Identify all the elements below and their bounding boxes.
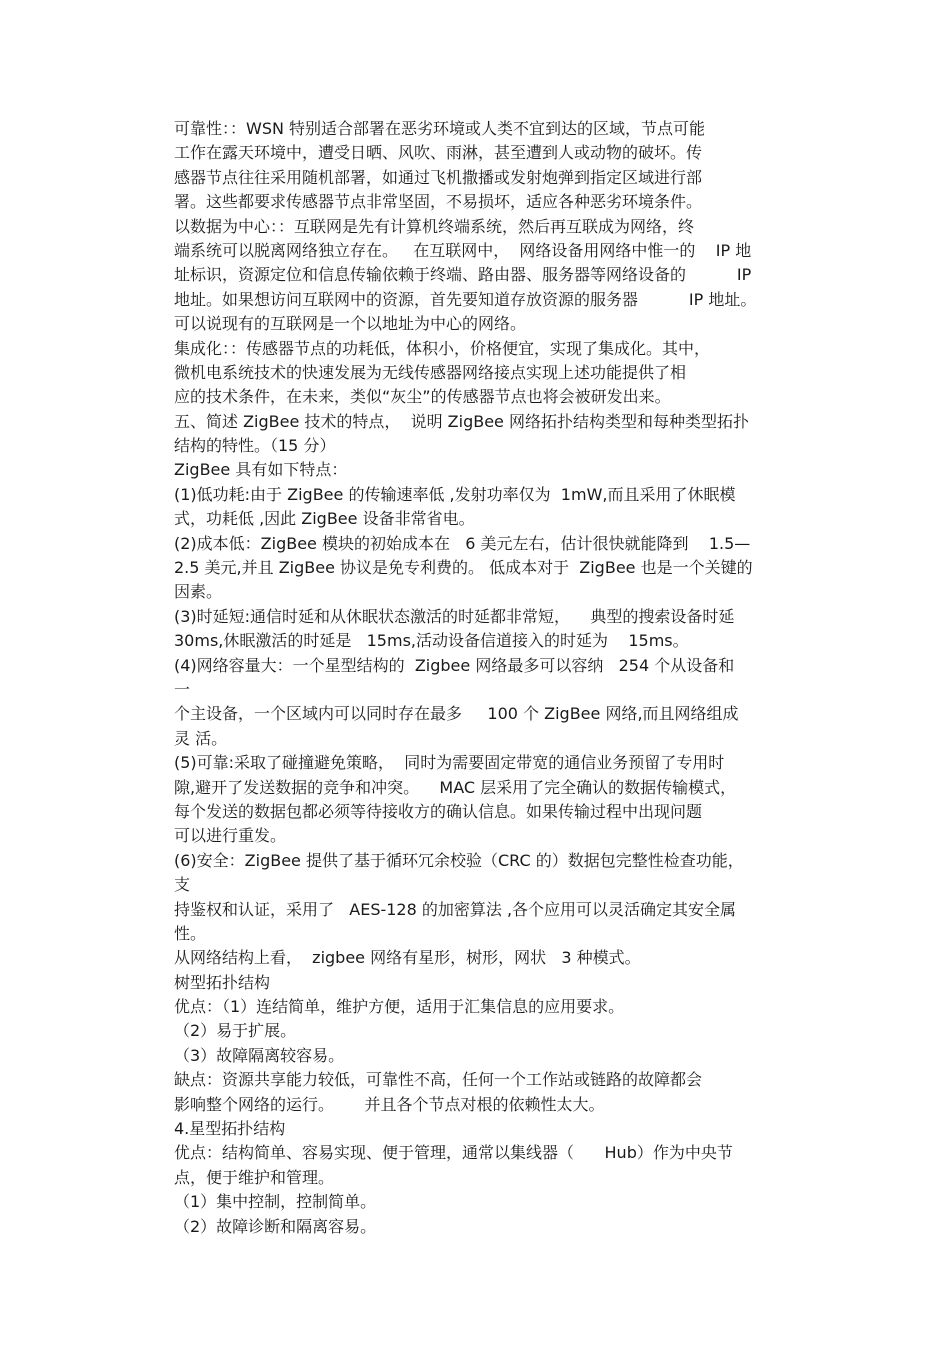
text-line: 应的技术条件，在未来，类似“灰尘”的传感器节点也将会被研发出来。 <box>174 387 671 407</box>
text-line: 可以说现有的互联网是一个以地址为中心的网络。 <box>174 314 527 334</box>
text-line: 微机电系统技术的快速发展为无线传感器网络接点实现上述功能提供了相 <box>174 362 687 382</box>
text-line: 以数据为中心：：互联网是先有计算机终端系统，然后再互联成为网络，终 <box>174 216 695 236</box>
text-line: 端系统可以脱离网络独立存在。 在互联网中， 网络设备用网络中惟一的 IP 地 <box>174 240 752 260</box>
text-line: 一 <box>174 679 191 699</box>
text-line: ZigBee 具有如下特点： <box>174 460 348 480</box>
text-line: 缺点：资源共享能力较低，可靠性不高，任何一个工作站或链路的故障都会 <box>174 1070 703 1090</box>
text-line: 持鉴权和认证，采用了 AES-128 的加密算法 ,各个应用可以灵活确定其安全属 <box>174 899 737 919</box>
text-line: 可以进行重发。 <box>174 826 287 846</box>
text-line: 性。 <box>174 923 207 943</box>
text-line: (2)成本低：ZigBee 模块的初始成本在 6 美元左右，估计很快就能降到 1.5— <box>174 533 751 553</box>
text-line: 点，便于维护和管理。 <box>174 1167 335 1187</box>
text-line: 可靠性：：WSN 特别适合部署在恶劣环境或人类不宜到达的区域，节点可能 <box>174 119 706 138</box>
text-line: 优点：结构简单、容易实现、便于管理，通常以集线器（ Hub）作为中央节 <box>174 1143 733 1163</box>
text-line: 地址。如果想访问互联网中的资源，首先要知道存放资源的服务器 IP 地址。 <box>174 289 757 309</box>
text-line: 集成化：：传感器节点的功耗低，体积小，价格便宜，实现了集成化。其中， <box>174 338 711 358</box>
text-line: 优点：（1）连结简单，维护方便，适用于汇集信息的应用要求。 <box>174 997 625 1017</box>
text-line: 因素。 <box>174 582 223 602</box>
text-line: (3)时延短:通信时延和从休眠状态激活的时延都非常短， 典型的搜索设备时延 <box>174 606 735 626</box>
text-line: 式，功耗低 ,因此 ZigBee 设备非常省电。 <box>174 509 475 529</box>
text-line: 址标识，资源定位和信息传输依赖于终端、路由器、服务器等网络设备的 IP <box>174 265 752 285</box>
text-line: (1)低功耗:由于 ZigBee 的传输速率低 ,发射功率仅为 1mW,而且采用了休眠模 <box>174 484 736 504</box>
text-line: 工作在露天环境中，遭受日晒、风吹、雨淋，甚至遭到人或动物的破坏。传 <box>174 143 703 163</box>
text-line: （2）易于扩展。 <box>174 1021 297 1041</box>
text-line: （1）集中控制，控制简单。 <box>174 1192 377 1212</box>
text-line: 五、简述 ZigBee 技术的特点， 说明 ZigBee 网络拓扑结构类型和每种类型拓扑 <box>174 411 749 431</box>
text-line: (6)安全：ZigBee 提供了基于循环冗余校验（CRC 的）数据包完整性检查功能， <box>174 850 744 870</box>
text-line: （3）故障隔离较容易。 <box>174 1045 345 1065</box>
text-line: 个主设备，一个区域内可以同时存在最多 100 个 ZigBee 网络,而且网络组成 <box>174 704 739 724</box>
text-line: 署。这些都要求传感器节点非常坚固，不易损坏，适应各种恶劣环境条件。 <box>174 192 703 212</box>
text-line: （2）故障诊断和隔离容易。 <box>174 1216 377 1236</box>
text-line: 感器节点往往采用随机部署，如通过飞机撒播或发射炮弹到指定区域进行部 <box>174 167 703 187</box>
text-line: (4)网络容量大：一个星型结构的 Zigbee 网络最多可以容纳 254 个从设备和 <box>174 655 735 675</box>
text-line: 隙,避开了发送数据的竞争和冲突。 MAC 层采用了完全确认的数据传输模式， <box>174 777 737 797</box>
text-line: 2.5 美元,并且 ZigBee 协议是免专利费的。 低成本对于 ZigBee 也是一个关键的 <box>174 558 753 578</box>
text-line: 从网络结构上看， zigbee 网络有星形，树形，网状 3 种模式。 <box>174 948 641 968</box>
document-body <box>174 117 824 1239</box>
text-line: 4.星型拓扑结构 <box>174 1119 286 1139</box>
text-line: 每个发送的数据包都必须等待接收方的确认信息。如果传输过程中出现问题 <box>174 801 703 821</box>
text-line: 支 <box>174 875 191 895</box>
text-line: 树型拓扑结构 <box>174 972 271 992</box>
text-line: 影响整个网络的运行。 并且各个节点对根的依赖性太大。 <box>174 1094 605 1114</box>
text-line: (5)可靠:采取了碰撞避免策略， 同时为需要固定带宽的通信业务预留了专用时 <box>174 753 725 773</box>
text-line: 灵 活。 <box>174 728 228 748</box>
text-line: 30ms,休眠激活的时延是 15ms,活动设备信道接入的时延为 15ms。 <box>174 631 689 651</box>
text-line: 结构的特性。（15 分） <box>174 436 336 456</box>
